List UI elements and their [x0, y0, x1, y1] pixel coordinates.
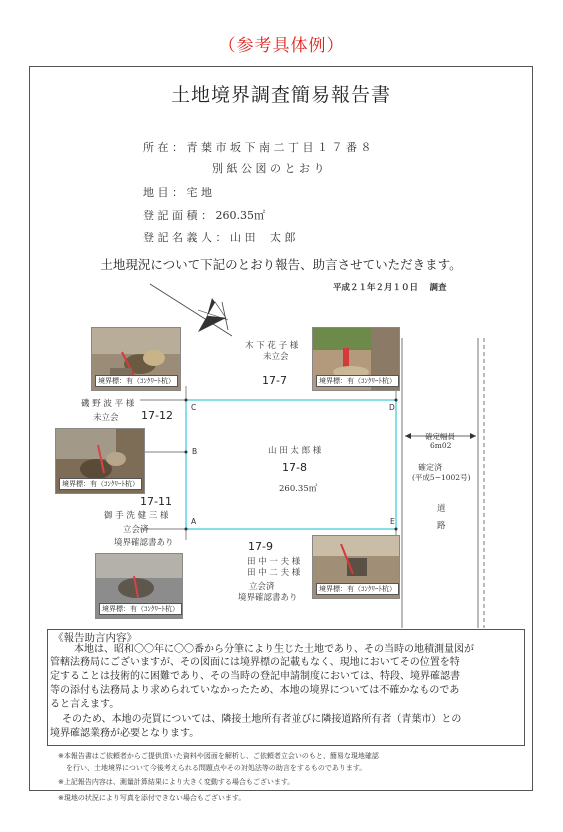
- south-lot-number: 17-9: [248, 540, 273, 553]
- west-lot-number: 17-12: [141, 409, 173, 422]
- footnote-2: ※上記報告内容は、測量計算結果により大きく変動する場合もございます。: [58, 778, 295, 786]
- footnote-1-cont: を行い、土地境界について今後考えられる問題点やその対処法等の助言をするものであります。: [66, 764, 367, 772]
- advice-line-6: そのため、本地の売買については、隣接土地所有者並びに隣接道路所有者（青葉市）との: [62, 714, 462, 725]
- north-lot-number: 17-7: [262, 374, 287, 387]
- advice-line-3: 定することは技術的に困難であり、その当時の登記申請制度においては、特段、境界確認書: [50, 671, 460, 682]
- corner-label-b: B: [192, 447, 198, 456]
- footnote-1: ※本報告書はご依頼者からご提供頂いた資料や図面を解析し、ご依頼者立会いのもと、簡易な現地確認: [58, 752, 379, 760]
- road-status: 確定済: [418, 463, 442, 472]
- boundary-photo-ne: [312, 327, 400, 391]
- road-width-value: 6m02: [430, 441, 452, 450]
- report-sentence: 土地現況について下記のとおり報告、助言させていただきます。: [100, 257, 462, 272]
- subject-area: 260.35㎡: [279, 484, 318, 494]
- road-ref: (平成5−1002号): [412, 473, 471, 482]
- boundary-photo-w: [55, 428, 145, 494]
- corner-label-d: D: [389, 403, 395, 412]
- corner-label-c: C: [191, 403, 197, 412]
- north-status: 未立会: [263, 352, 289, 362]
- photo-tag-w: 境界標：有（ｺﾝｸﾘｰﾄ杭）: [59, 478, 142, 490]
- location-line: 所 在 ： 青 葉 市 坂 下 南 二 丁 目 １ ７ 番 ８: [143, 141, 372, 154]
- location-note: 別 紙 公 図 の と お り: [212, 162, 325, 175]
- southwest-status: 立会済: [123, 525, 149, 535]
- southwest-doc-status: 境界確認書あり: [114, 538, 174, 548]
- subject-owner: 山 田 太 郎 様: [268, 446, 322, 456]
- south-owner-2: 田 中 二 夫 様: [247, 568, 301, 578]
- subject-lot-number: 17-8: [282, 461, 307, 474]
- road-label-2: 路: [437, 521, 446, 531]
- road-label-1: 道: [437, 504, 446, 514]
- south-doc-status: 境界確認書あり: [238, 593, 298, 603]
- south-owner-1: 田 中 一 夫 様: [247, 557, 301, 567]
- corner-label-e: E: [390, 517, 395, 526]
- corner-label-a: A: [191, 517, 197, 526]
- photo-tag-sw: 境界標：有（ｺﾝｸﾘｰﾄ杭）: [99, 603, 182, 615]
- example-label: （参考具体例）: [218, 36, 345, 56]
- photo-tag-se: 境界標：有（ｺﾝｸﾘｰﾄ杭）: [316, 583, 399, 595]
- registered-owner: 登 記 名 義 人 ： 山 田 太 郎: [143, 231, 296, 244]
- advice-line-4: 等の添付も法務局より求められていなかったため、本地の境界については不確かなものであ: [50, 685, 460, 696]
- boundary-photo-nw: [91, 327, 181, 391]
- north-owner: 木 下 花 子 様: [245, 341, 299, 351]
- document-title: 土地境界調査簡易報告書: [170, 84, 391, 106]
- advice-heading: 《報告助言内容》: [53, 632, 137, 644]
- land-category: 地 目 ： 宅 地: [143, 186, 212, 199]
- advice-line-2: 管轄法務局にございますが、その図面には境界標の記載もなく、現地においてその位置を特: [50, 657, 460, 668]
- southwest-lot-number: 17-11: [140, 495, 172, 508]
- west-status: 未立会: [93, 413, 119, 423]
- photo-tag-nw: 境界標：有（ｺﾝｸﾘｰﾄ杭）: [95, 375, 178, 387]
- advice-line-5: ると言えます。: [50, 699, 120, 710]
- road-width-label: 確定幅員: [425, 432, 455, 441]
- advice-line-7: 境界確認業務が必要となります。: [50, 728, 200, 739]
- survey-date: 平成２１年２月１０日 調査: [333, 283, 447, 293]
- footnote-3: ※現地の状況により写真を添付できない場合もございます。: [58, 794, 246, 802]
- registered-area: 登 記 面 積 ： 260.35㎡: [143, 209, 265, 222]
- photo-tag-ne: 境界標：有（ｺﾝｸﾘｰﾄ杭）: [316, 375, 399, 387]
- advice-line-1: 本地は、昭和〇〇年に〇〇番から分筆により生じた土地であり、その当時の地積測量図が: [74, 644, 474, 655]
- boundary-photo-sw: [95, 553, 183, 619]
- boundary-photo-se: [312, 535, 400, 599]
- southwest-owner: 御 手 洗 健 三 様: [104, 511, 169, 521]
- west-owner: 磯 野 波 平 様: [81, 399, 135, 409]
- south-status: 立会済: [249, 582, 275, 592]
